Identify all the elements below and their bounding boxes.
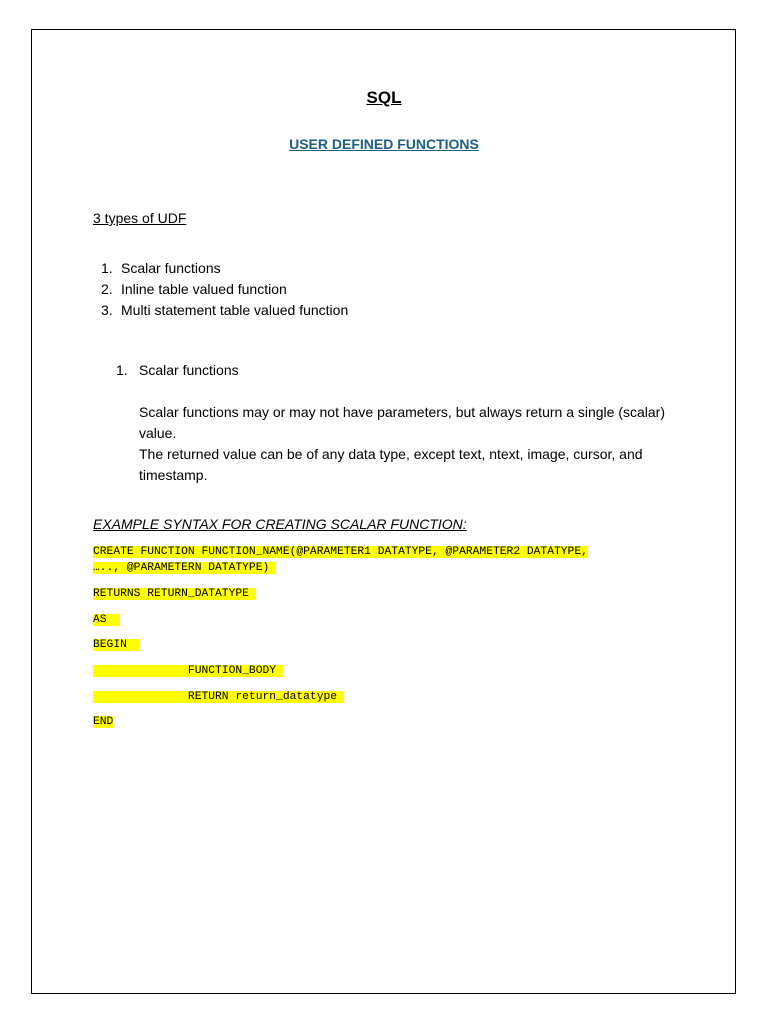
paragraph-return-types: The returned value can be of any data type, except text, ntext, image, cursor, and timestamp. [139,446,643,483]
code-line-begin [93,638,140,653]
document-subtitle: USER DEFINED FUNCTIONS [289,136,479,152]
list-number: 3. [101,302,113,318]
code-line-as [93,613,120,628]
code-text: CREATE FUNCTION FUNCTION_NAME(@PARAMETER1 DATATYPE, @PARAMETER2 DATATYPE, [93,546,588,558]
section-paragraph [139,402,684,486]
list-number: 2. [101,281,113,297]
code-line-end [93,715,113,730]
section-number: 1. [116,362,128,378]
list-item-label: Scalar functions [121,260,221,276]
page-border [31,29,736,994]
udf-types-list [101,258,348,321]
code-text: FUNCTION_BODY [93,665,283,677]
code-text: RETURNS RETURN_DATATYPE [93,588,256,600]
list-item-label: Multi statement table valued function [121,302,349,318]
code-line-create [93,545,588,560]
list-item [101,300,348,321]
paragraph-parameters: Scalar functions may or may not have parameters, but always return a single (scalar) value. [139,404,666,441]
code-line-return [93,690,344,705]
list-item-label: Inline table valued function [121,281,287,297]
code-text: END [93,716,114,728]
code-text: AS [93,614,121,626]
code-line-parameters [93,561,276,576]
code-line-returns [93,587,256,602]
list-item [101,279,348,300]
types-heading: 3 types of UDF [93,210,187,226]
code-text: ….., @PARAMETERN DATATYPE) [93,562,277,574]
example-heading: EXAMPLE SYNTAX FOR CREATING SCALAR FUNCTION: [93,516,467,532]
section-heading [116,360,239,381]
list-item [101,258,348,279]
code-text: RETURN return_datatype [93,691,344,703]
code-text: BEGIN [93,639,141,651]
section-heading-label: Scalar functions [139,362,239,378]
document-title: SQL [366,88,402,107]
code-line-function-body [93,664,283,679]
list-number: 1. [101,260,113,276]
